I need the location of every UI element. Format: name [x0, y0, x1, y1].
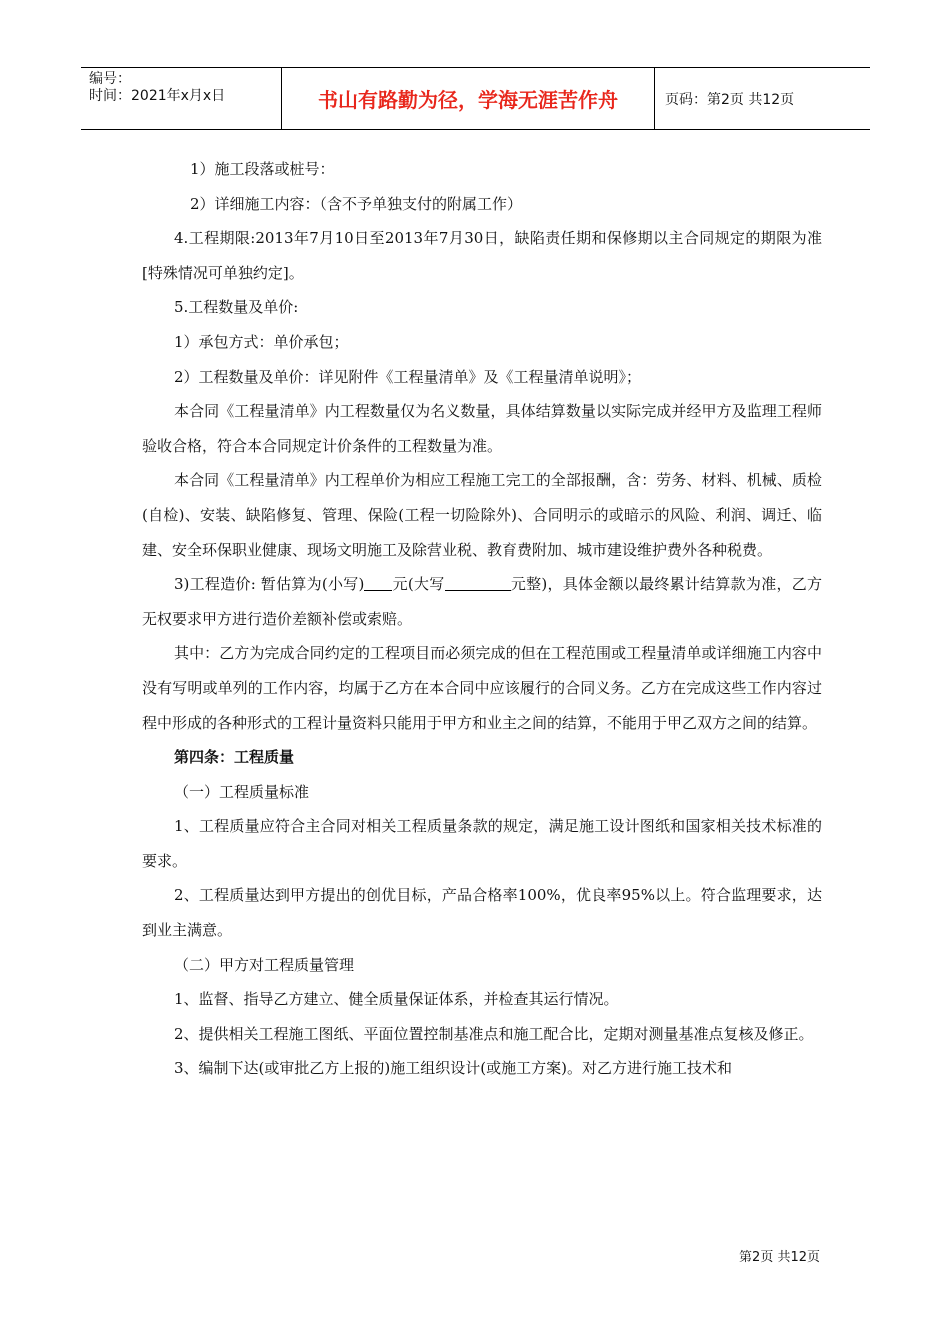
paragraph: 2、工程质量达到甲方提出的创优目标，产品合格率100%，优良率95%以上。符合监理要求，达到业主满意。	[142, 886, 822, 940]
paragraph: 2、提供相关工程施工图纸、平面位置控制基准点和施工配合比，定期对测量基准点复核及修正。	[174, 1024, 814, 1043]
page-header	[81, 67, 870, 130]
header-meta	[81, 68, 282, 129]
cost-text-a: 3)工程造价: 暂估算为(小写)	[174, 575, 365, 594]
cost-text-b: 元(大写	[392, 575, 445, 594]
time-label: 时间：2021年x月x日	[89, 88, 226, 104]
paragraph: 3、编制下达(或审批乙方上报的)施工组织设计(或施工方案)。对乙方进行施工技术和	[174, 1059, 732, 1078]
paragraph: 5.工程数量及单价:	[174, 298, 299, 317]
paragraph: 1、监督、指导乙方建立、健全质量保证体系，并检查其运行情况。	[174, 990, 619, 1009]
paragraph: 1）承包方式：单价承包；	[174, 332, 349, 351]
header-motto: 书山有路勤为径，学海无涯苦作舟	[282, 68, 655, 129]
paragraph: 其中：乙方为完成合同约定的工程项目而必须完成的但在工程范围或工程量清单或详细施工内容中没有写明或单列的工作内容，均属于乙方在本合同中应该履行的合同义务。乙方在完成这些工作内容过程中形成的各种形式的工程计量资料只能用于甲方和业主之间的结算，不能用于甲乙双方之间的结算。	[142, 644, 822, 732]
header-page-info: 页码：第2页 共12页	[665, 91, 795, 108]
blank-small-amount	[364, 575, 392, 591]
paragraph: 1）施工段落或桩号：	[190, 160, 335, 178]
paragraph: 1、工程质量应符合主合同对相关工程质量条款的规定，满足施工设计图纸和国家相关技术标准的要求。	[142, 817, 822, 870]
paragraph: 4.工程期限:2013年7月10日至2013年7月30日，缺陷责任期和保修期以主合同规定的期限为准[特殊情况可单独约定]。	[142, 229, 822, 282]
cost-text-c: 元整)，具体金额以最终累计结算款为准，乙方无权要求甲方进行造价差额补偿或索赔。	[142, 575, 822, 628]
section-heading: （二）甲方对工程质量管理	[174, 955, 355, 974]
paragraph: 本合同《工程量清单》内工程单价为相应工程施工完工的全部报酬，含：劳务、材料、机械、质检(自检)、安装、缺陷修复、管理、保险(工程一切险除外)、合同明示的或暗示的风险、利润、调迁、临建、安全环保职业健康、现场文明施工及除营业税、教育费附加、城市建设维护费外各种税费。	[142, 471, 822, 559]
section-heading: （一）工程质量标准	[174, 782, 310, 801]
serial-label: 编号：	[89, 71, 131, 87]
page-footer: 第2页 共12页	[739, 1250, 820, 1265]
paragraph: 本合同《工程量清单》内工程数量仅为名义数量，具体结算数量以实际完成并经甲方及监理工程师验收合格，符合本合同规定计价条件的工程数量为准。	[142, 402, 822, 455]
paragraph-cost	[142, 567, 822, 636]
paragraph: 2）工程数量及单价：详见附件《工程量清单》及《工程量清单说明》；	[174, 367, 642, 386]
paragraph: 2）详细施工内容：（含不予单独支付的附属工作）	[190, 194, 523, 213]
blank-capital-amount	[445, 575, 511, 591]
article-heading: 第四条：工程质量	[174, 748, 295, 767]
document-body	[142, 152, 822, 1086]
